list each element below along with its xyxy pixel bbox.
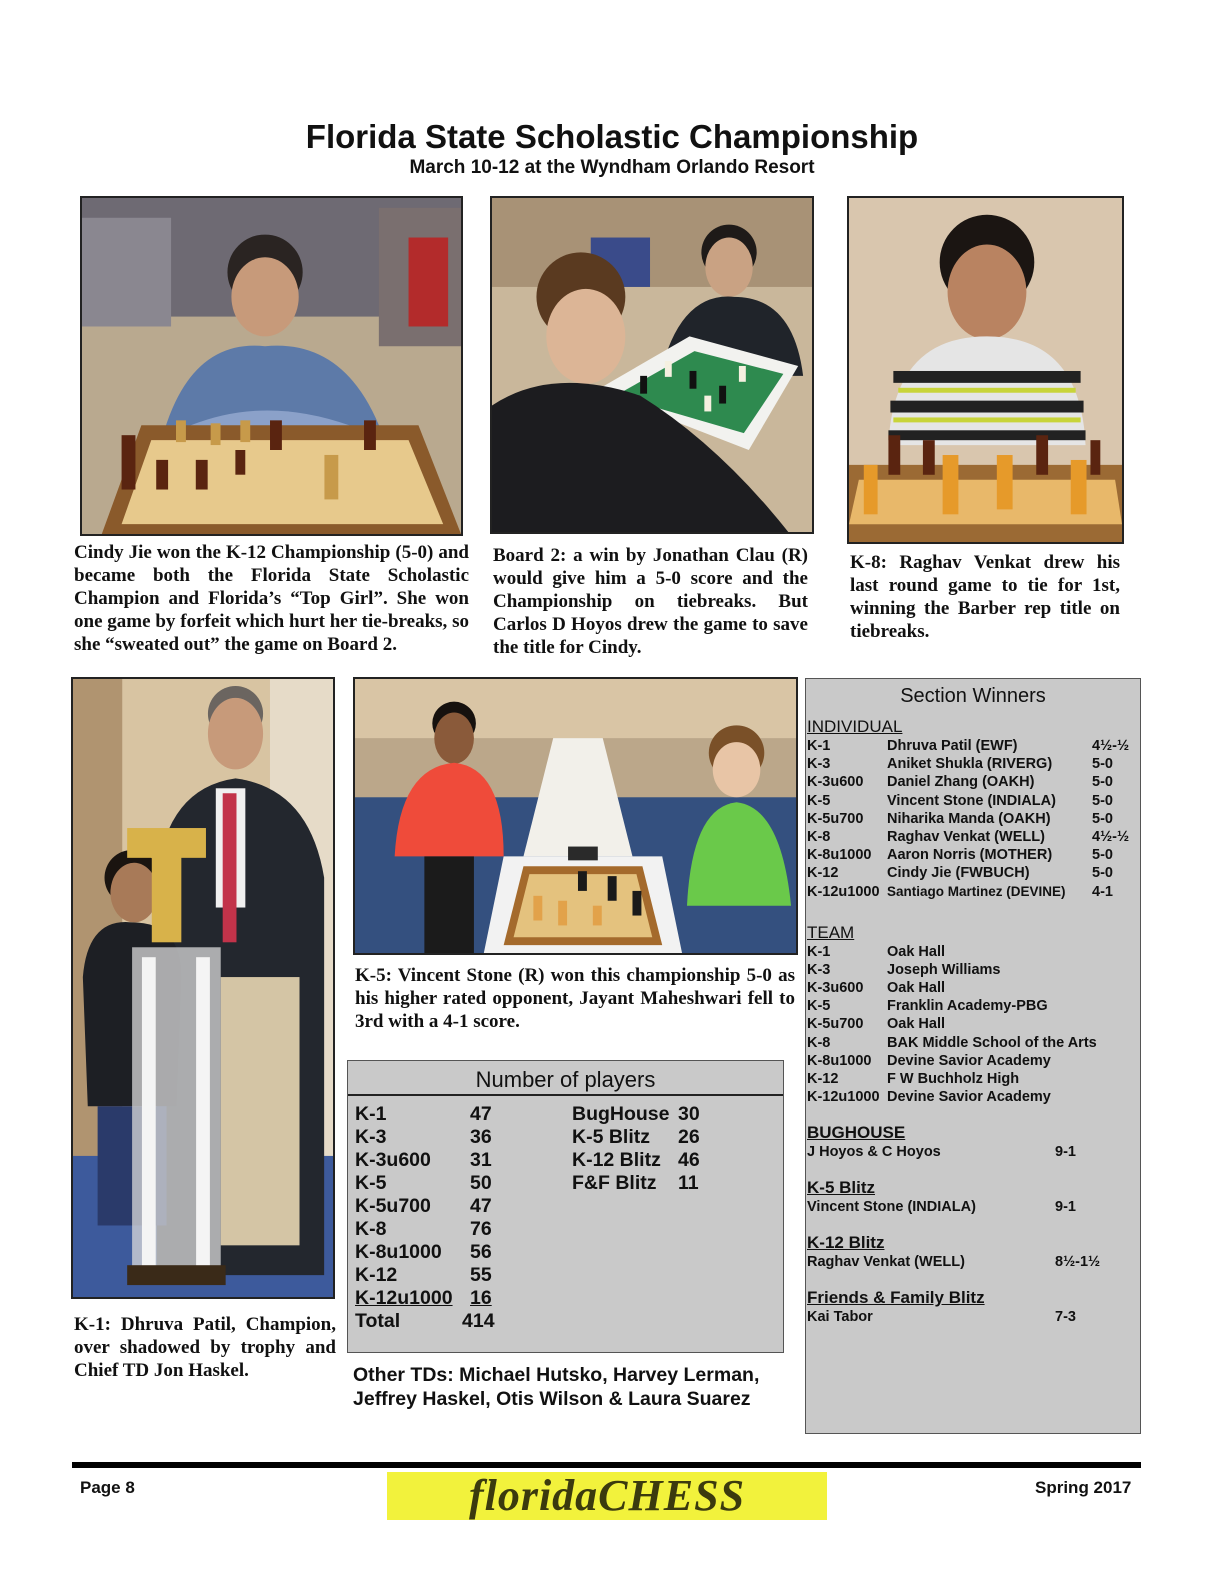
list-item: F&F Blitz 11: [572, 1172, 699, 1194]
caption-board-2: Board 2: a win by Jonathan Clau (R) would give him a 5-0 score and the Championship on tiebreaks. But Carlos D Hoyos drew the game to save the title for Cindy.: [493, 545, 808, 658]
florida-chess-logo: floridaCHESS: [387, 1472, 827, 1520]
list-item: K-12 F W Buchholz High: [807, 1071, 1020, 1087]
list-item: K-3u600 Daniel Zhang (OAKH) 5-0: [807, 774, 1113, 791]
photo-raghav-venkat: [847, 196, 1124, 544]
list-item: K-8u1000 Aaron Norris (MOTHER) 5-0: [807, 847, 1113, 864]
page-subtitle: March 10-12 at the Wyndham Orlando Resort: [409, 157, 815, 178]
k5-blitz-winner: Vincent Stone (INDIALA) 9-1: [807, 1199, 1076, 1216]
footer-divider: [72, 1462, 1141, 1468]
list-item: K-5u700 Niharika Manda (OAKH) 5-0: [807, 810, 1113, 827]
number-of-players-title: Number of players: [348, 1061, 783, 1096]
list-item: K-12u1000 Santiago Martinez (DEVINE) 4-1: [807, 883, 1113, 900]
page-number: Page 8: [80, 1478, 135, 1497]
list-item: K-3 Joseph Williams: [807, 961, 1001, 978]
team-list: [806, 943, 1140, 1107]
bughouse-heading: BUGHOUSE: [807, 1123, 906, 1143]
list-item: K-5 50: [355, 1172, 492, 1194]
players-right-column: [572, 1103, 700, 1195]
list-item: K-12u1000 Devine Savior Academy: [807, 1089, 1051, 1106]
k5-blitz-heading: K-5 Blitz: [807, 1178, 875, 1198]
list-item: K-5 Vincent Stone (INDIALA) 5-0: [807, 792, 1113, 809]
players-left-column: [355, 1103, 495, 1333]
list-item: K-12u1000 16: [355, 1287, 492, 1309]
individual-list: [806, 737, 1140, 901]
list-item: K-3 Aniket Shukla (RIVERG) 5-0: [807, 756, 1113, 773]
ff-blitz-winner: Kai Tabor 7-3: [807, 1309, 1076, 1326]
list-item: K-1 Oak Hall: [807, 943, 946, 960]
list-item: K-5u700 47: [355, 1195, 492, 1217]
caption-vincent: K-5: Vincent Stone (R) won this championship 5-0 as his higher rated opponent, Jayant Maheshwari fell to 3rd with a 4-1 score.: [355, 965, 795, 1032]
photo-dhruva-patil-trophy: [71, 677, 335, 1299]
ff-blitz-heading: Friends & Family Blitz: [807, 1288, 985, 1308]
number-of-players-box: [347, 1060, 784, 1353]
individual-heading: INDIVIDUAL: [807, 717, 903, 736]
other-tds: [353, 1363, 759, 1411]
photo-vincent-stone: [353, 677, 798, 955]
list-item: K-8 Raghav Venkat (WELL) 4½-½: [807, 828, 1130, 845]
caption-cindy: Cindy Jie won the K-12 Championship (5-0) and became both the Florida State Scholastic Champion and Florida’s “Top Girl”. She won one game by forfeit which hurt her tie-breaks, so she “sweated out” the game on Board 2.: [74, 542, 469, 655]
list-item: K-12 Blitz 46: [572, 1149, 700, 1171]
list-item: K-5 Franklin Academy-PBG: [807, 998, 1048, 1015]
list-item: K-5u700 Oak Hall: [807, 1016, 946, 1033]
list-item: K-8 BAK Middle School of the Arts: [807, 1034, 1097, 1051]
caption-raghav: K-8: Raghav Venkat drew his last round game to tie for 1st, winning the Barber rep title on tiebreaks.: [850, 552, 1120, 642]
other-tds-line-2: Jeffrey Haskel, Otis Wilson & Laura Suarez: [353, 1388, 751, 1410]
list-item: K-3u600 Oak Hall: [807, 980, 946, 997]
k12-blitz-heading: K-12 Blitz: [807, 1233, 885, 1253]
k12-blitz-winner: Raghav Venkat (WELL) 8½-1½: [807, 1254, 1101, 1271]
list-item: K-8 76: [355, 1218, 492, 1240]
team-heading: TEAM: [807, 922, 855, 942]
bughouse-winner: J Hoyos & C Hoyos 9-1: [807, 1144, 1076, 1161]
photo-board-2: [490, 196, 814, 534]
list-item: K-8u1000 Devine Savior Academy: [807, 1052, 1051, 1069]
list-item: K-12 55: [355, 1264, 492, 1286]
issue-label: Spring 2017: [1035, 1478, 1132, 1497]
section-winners-box: [805, 678, 1141, 1434]
list-item: K-5 Blitz 26: [572, 1126, 700, 1148]
list-item: K-3u600 31: [355, 1149, 492, 1171]
section-winners-title: Section Winners: [900, 685, 1046, 707]
list-item: K-1 47: [355, 1103, 492, 1125]
other-tds-line-1: Other TDs: Michael Hutsko, Harvey Lerman,: [353, 1364, 760, 1386]
players-total: Total 414: [355, 1310, 495, 1332]
page-title: Florida State Scholastic Championship: [305, 118, 919, 155]
photo-cindy-jie: [80, 196, 463, 536]
list-item: K-3 36: [355, 1126, 492, 1148]
list-item: K-12 Cindy Jie (FWBUCH) 5-0: [807, 865, 1113, 882]
list-item: K-1 Dhruva Patil (EWF) 4½-½: [807, 738, 1130, 754]
list-item: K-8u1000 56: [355, 1241, 492, 1263]
caption-dhruva: K-1: Dhruva Patil, Champion, over shadowed by trophy and Chief TD Jon Haskel.: [74, 1314, 336, 1381]
list-item: BugHouse 30: [572, 1103, 700, 1125]
